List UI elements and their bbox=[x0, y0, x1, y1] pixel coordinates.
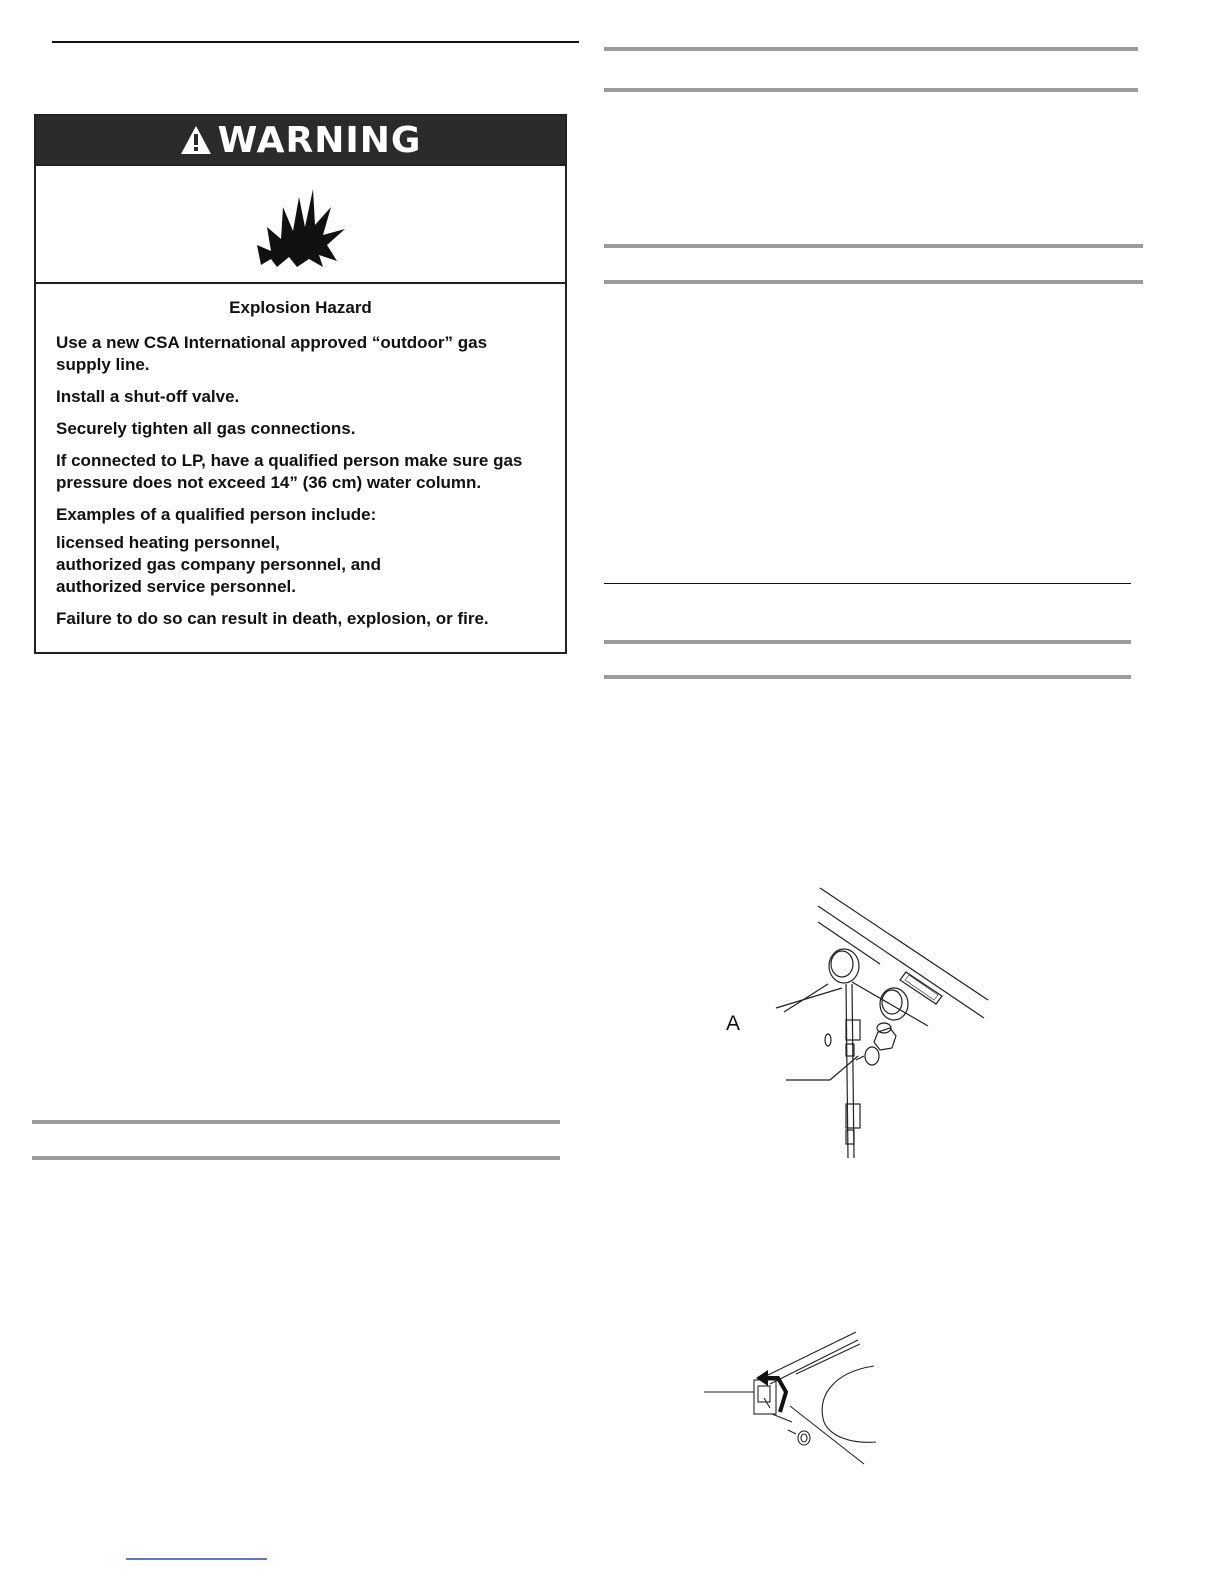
warning-consequence: Failure to do so can result in death, explosion, or fire. bbox=[56, 609, 489, 628]
warning-line-2: Install a shut-off valve. bbox=[56, 387, 240, 406]
warning-body bbox=[36, 284, 565, 630]
callout-label-a: A bbox=[726, 1012, 741, 1035]
qualified-list-item: licensed heating personnel, bbox=[56, 533, 280, 552]
qualified-list-item: authorized gas company personnel, and bbox=[56, 555, 381, 574]
qualified-list bbox=[56, 532, 545, 598]
footer-link-underline bbox=[126, 1558, 267, 1560]
fitting-diagram bbox=[700, 1326, 880, 1476]
warning-header bbox=[36, 116, 565, 166]
section-rule-right-2-bottom bbox=[604, 280, 1143, 284]
section-rule-right-1-bottom bbox=[604, 88, 1138, 92]
warning-title: WARNING bbox=[217, 119, 422, 161]
warning-line-3: Securely tighten all gas connections. bbox=[56, 419, 356, 438]
warning-line-5: Examples of a qualified person include: bbox=[56, 505, 377, 524]
section-rule-right-3-bottom bbox=[604, 675, 1131, 679]
hazard-title: Explosion Hazard bbox=[229, 298, 372, 317]
section-rule-right-2-top bbox=[604, 244, 1143, 248]
section-rule-left-top bbox=[32, 1120, 560, 1124]
warning-box bbox=[34, 114, 567, 654]
explosion-icon bbox=[253, 179, 349, 269]
section-rule-right-3-top bbox=[604, 640, 1131, 644]
warning-line-1: Use a new CSA International approved “outdoor” gas supply line. bbox=[56, 333, 488, 374]
valve-diagram bbox=[760, 880, 1000, 1160]
top-rule-left bbox=[52, 41, 579, 43]
qualified-list-item: authorized service personnel. bbox=[56, 577, 296, 596]
rule-right-thin bbox=[604, 583, 1131, 584]
explosion-icon-row bbox=[36, 166, 565, 284]
warning-triangle-icon bbox=[180, 125, 212, 155]
section-rule-left-bottom bbox=[32, 1156, 560, 1160]
warning-line-4: If connected to LP, have a qualified person make sure gas pressure does not exceed 14” (36 cm) water column. bbox=[56, 451, 523, 492]
section-rule-right-1-top bbox=[604, 47, 1138, 51]
